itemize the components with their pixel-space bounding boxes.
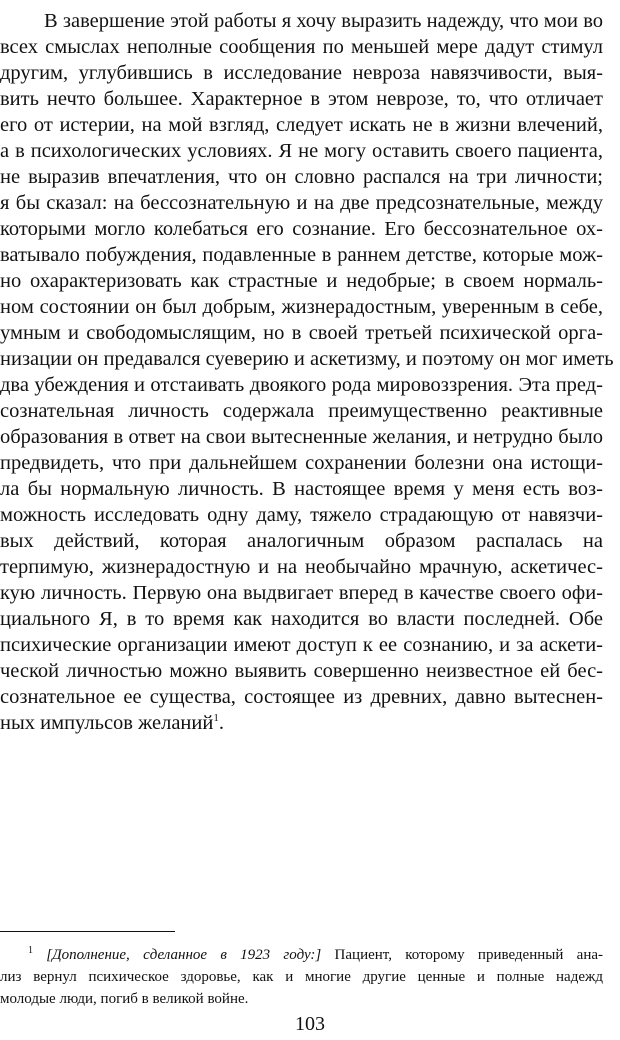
text-line: но охарактеризовать как страстные и недобрые; в своем нормаль- [0, 270, 603, 292]
text-line: умным и свободомыслящим, но в своей третьей психической орга- [0, 322, 603, 344]
footnote-line [28, 944, 603, 966]
text-line: образования в ответ на свои вытесненные желания, и нетрудно было [0, 426, 603, 448]
text-line: которыми могло колебаться его сознание. Его бессознательное ох- [0, 218, 603, 240]
text-line: вить нечто большее. Характерное в этом неврозе, то, что отличает [0, 88, 603, 110]
text-line: низации он предавался суеверию и аскетизму, и поэтому он мог иметь [0, 348, 614, 370]
text-line: ческой личностью можно выявить совершенно неизвестное ей бес- [0, 660, 603, 682]
text-line: два убеждения и отстаивать двоякого рода мировоззрения. Эта пред- [0, 374, 603, 396]
text-line: можность исследовать одну даму, тяжело страдающую от навязчи- [0, 504, 603, 526]
text-line: ватывало побуждения, подавленные в раннем детстве, которые мож- [0, 244, 603, 266]
text-line: его от истерии, на мой взгляд, следует искать не в жизни влечений, [0, 114, 603, 136]
footnote-divider [0, 931, 175, 932]
text-line: В завершение этой работы я хочу выразить надежду, что мои во [44, 10, 603, 32]
footnote-text: Пациент, которому приведенный ана- [321, 947, 604, 963]
text-line: я бы сказал: на бессознательную и на две предсознательные, между [0, 192, 603, 214]
page-number: 103 [295, 1013, 325, 1035]
footnote-reference[interactable]: 1 [213, 712, 219, 725]
footnote-editor-note: [Дополнение, сделанное в 1923 году:] [46, 947, 322, 963]
text-line: всех смыслах неполные сообщения по меньшей мере дадут стимул [0, 36, 603, 58]
footnote-line: молодые люди, погиб в великой войне. [0, 991, 249, 1007]
text-line: ном состоянии он был добрым, жизнерадостным, уверенным в себе, [0, 296, 603, 318]
final-period: . [218, 712, 224, 734]
text-line: циального Я, в то время как находится во власти последней. Обе [0, 608, 603, 630]
text-line: сознательное ее существа, состоящее из древних, давно вытеснен- [0, 686, 603, 708]
text-line: сознательная личность содержала преимущественно реактивные [0, 400, 603, 422]
text-line: другим, углубившись в исследование невроза навязчивости, выя- [0, 62, 603, 84]
text-line-last [0, 710, 603, 736]
text-line: кую личность. Первую она выдвигает вперед в качестве своего офи- [0, 582, 603, 604]
text-line: психические организации имеют доступ к ее сознанию, и за аскети- [0, 634, 603, 656]
text-line: предвидеть, что при дальнейшем сохранении болезни она истощи- [0, 452, 603, 474]
text-line-content: ных импульсов желаний [0, 712, 214, 734]
text-line: а в психологических условиях. Я не могу оставить своего пациента, [0, 140, 603, 162]
footnote-marker: 1 [28, 945, 33, 956]
text-line: вых действий, которая аналогичным образом распалась на [0, 530, 603, 552]
footnote-line: лиз вернул психическое здоровье, как и многие другие ценные и полные надежд [0, 969, 603, 985]
text-line: не выразив впечатления, что он словно распался на три личности; [0, 166, 603, 188]
text-line: терпимую, жизнерадостную и на необычайно мрачную, аскетичес- [0, 556, 603, 578]
text-line: ла бы нормальную личность. В настоящее время у меня есть воз- [0, 478, 603, 500]
